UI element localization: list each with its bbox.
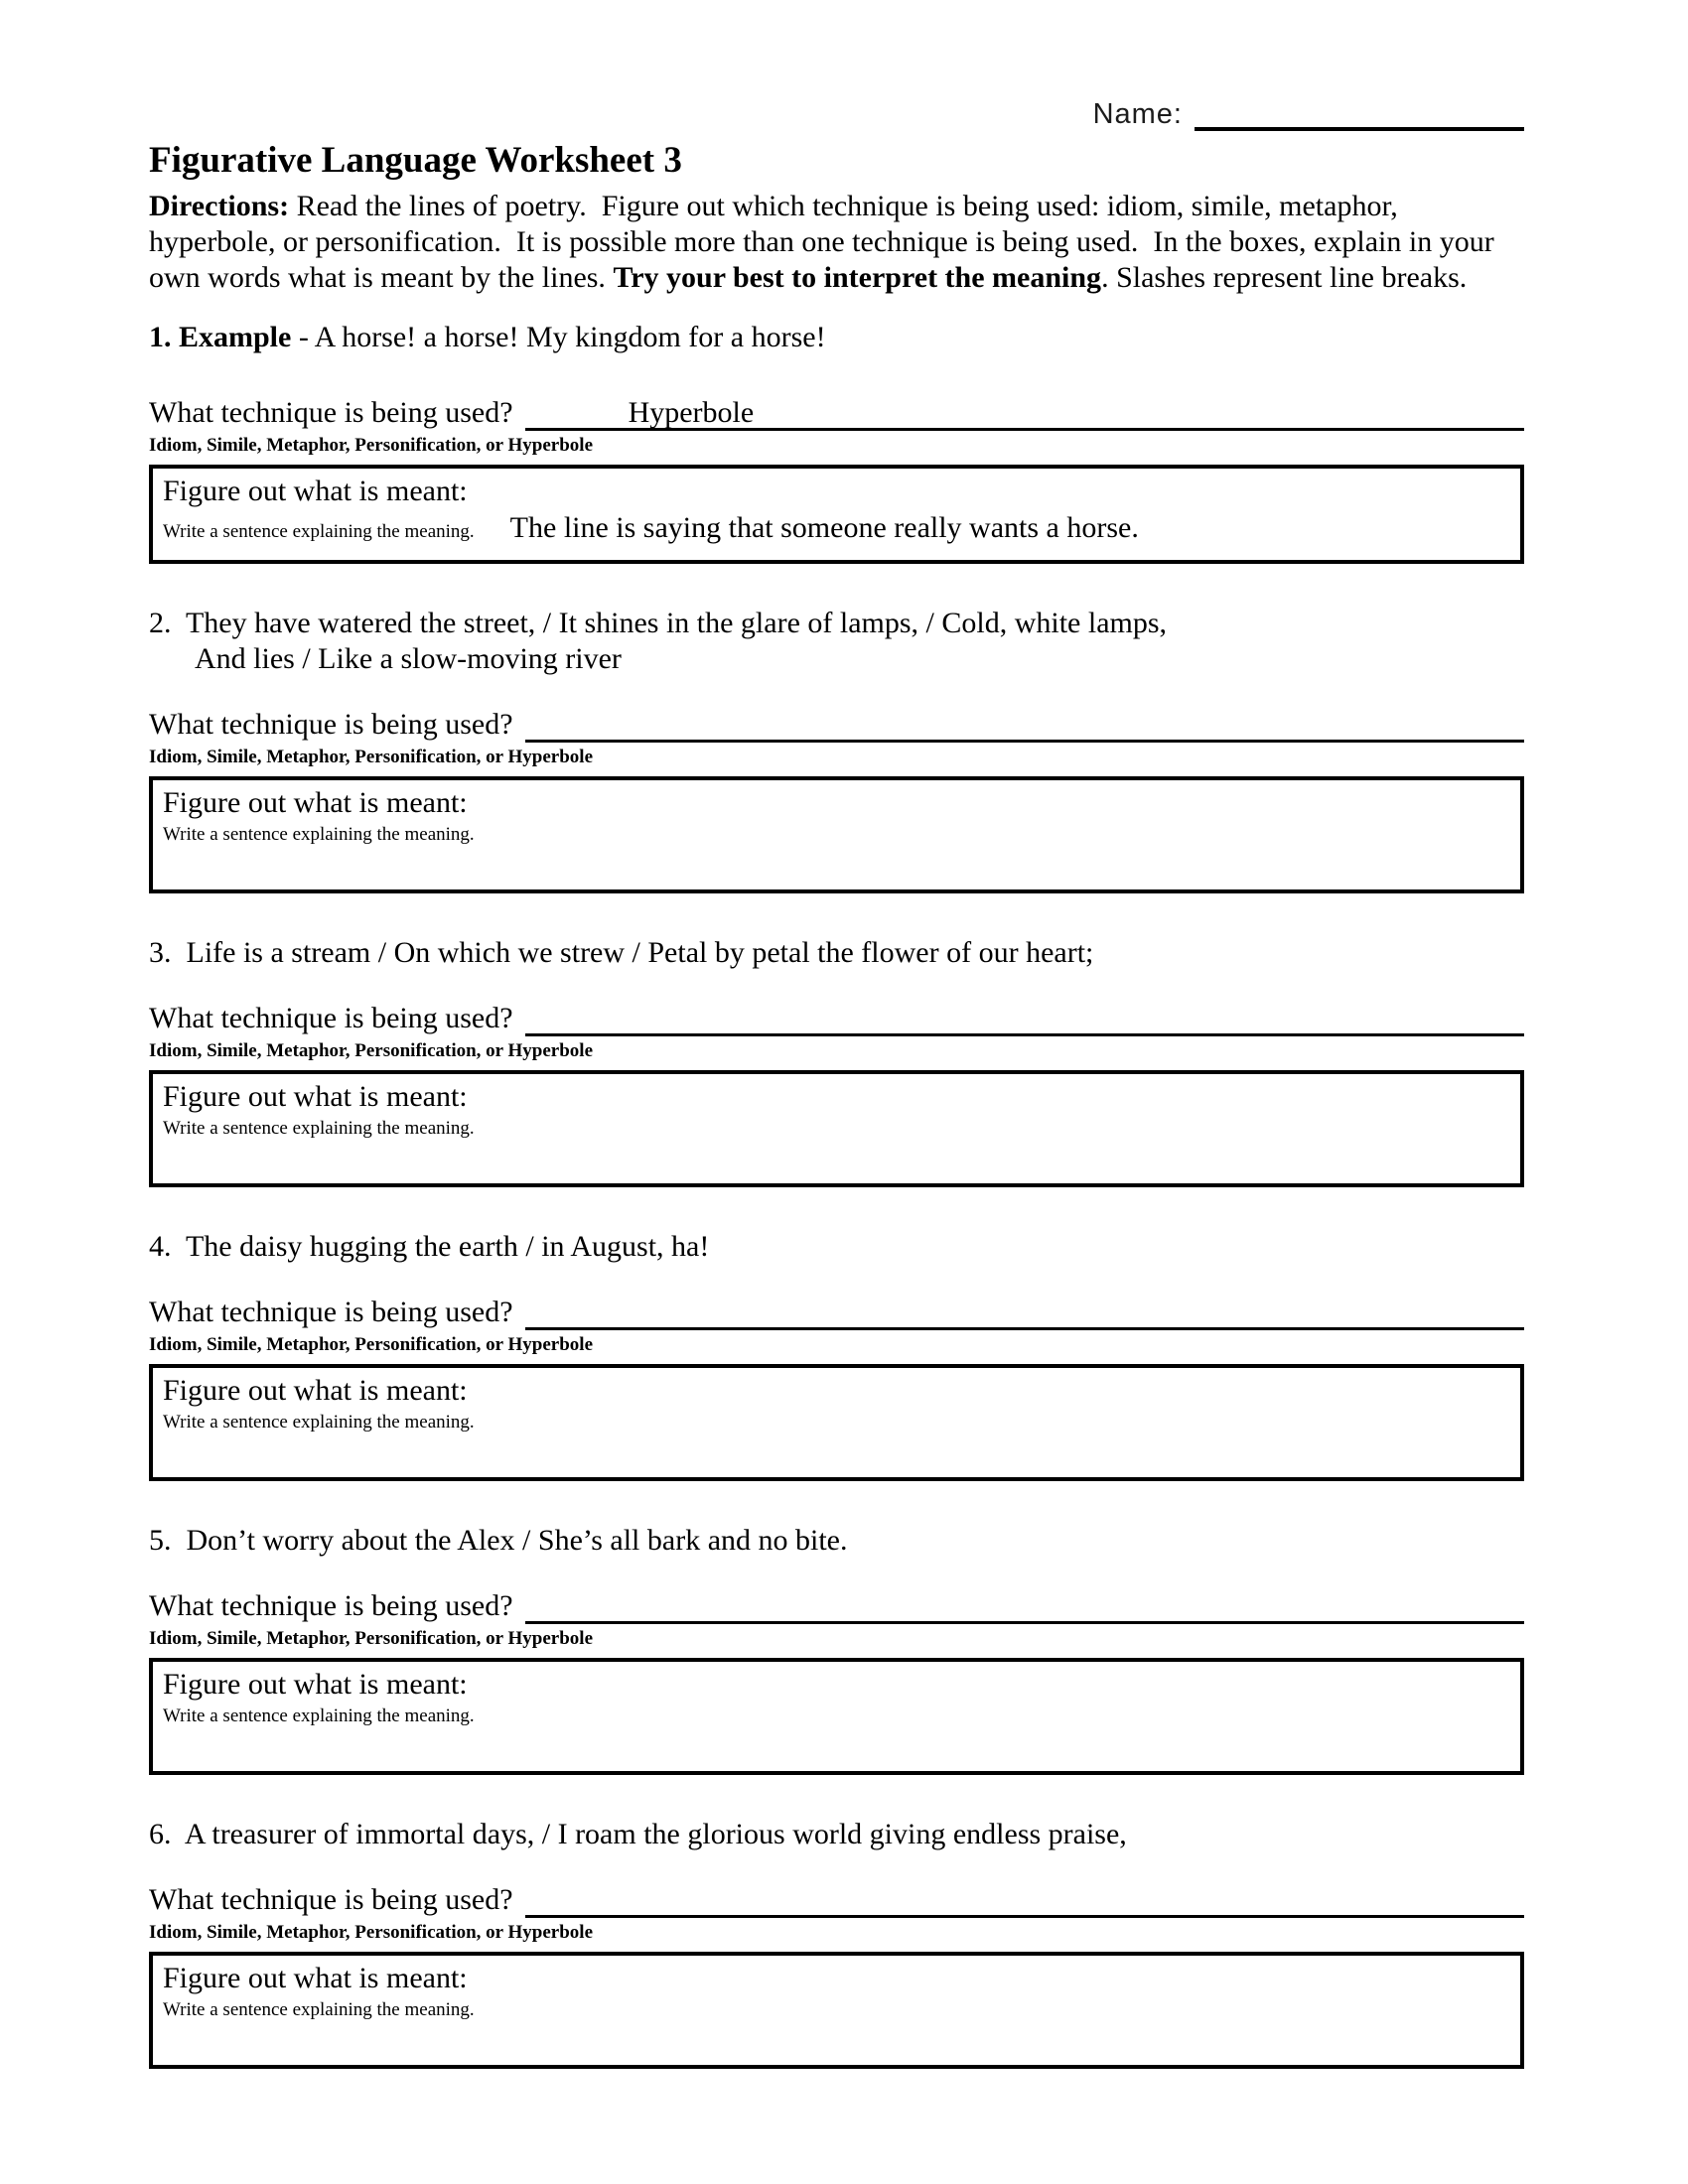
question-text-3: [149, 935, 1524, 971]
meaning-box-hint: Write a sentence explaining the meaning.: [163, 1999, 475, 2020]
technique-hint: Idiom, Simile, Metaphor, Personification, or Hyperbole: [149, 1334, 594, 1355]
technique-answer-blank-2[interactable]: [525, 707, 1524, 743]
directions-line-1: [149, 189, 1524, 224]
meaning-answer-1: The line is saying that someone really wants a horse.: [509, 511, 1139, 544]
question-text-2: [149, 606, 1524, 641]
meaning-box-3[interactable]: [149, 1070, 1524, 1187]
question-text-4: [149, 1229, 1524, 1265]
question-text-6: [149, 1817, 1524, 1852]
meaning-box-2[interactable]: [149, 776, 1524, 893]
question-block-6: [149, 1817, 1524, 2069]
directions-line-2: hyperbole, or personification. It is possible more than one technique is being used. In the boxes, explain in your: [149, 225, 1494, 258]
directions-text-3-bold: Try your best to interpret the meaning: [613, 261, 1102, 294]
technique-question-label: What technique is being used?: [149, 396, 513, 429]
technique-answer-blank-1[interactable]: [525, 395, 1524, 431]
meaning-box-label: Figure out what is meant:: [163, 1374, 468, 1407]
technique-row-6: [149, 1882, 1524, 1918]
meaning-box-4[interactable]: [149, 1364, 1524, 1481]
question-6-line1: 6. A treasurer of immortal days, / I roam the glorious world giving endless praise,: [149, 1818, 1127, 1850]
meaning-box-label: Figure out what is meant:: [163, 786, 468, 819]
technique-hint: Idiom, Simile, Metaphor, Personification, or Hyperbole: [149, 1628, 594, 1649]
meaning-box-hint: Write a sentence explaining the meaning.: [163, 1118, 475, 1139]
question-block-3: [149, 935, 1524, 1187]
meaning-box-hint: Write a sentence explaining the meaning.: [163, 824, 475, 845]
question-3-line1: 3. Life is a stream / On which we strew / Petal by petal the flower of our heart;: [149, 936, 1094, 969]
meaning-box-hint-row-2: [163, 823, 1510, 846]
question-5-line1: 5. Don’t worry about the Alex / She’s all bark and no bite.: [149, 1524, 848, 1557]
directions: [149, 189, 1524, 296]
directions-text-1: Read the lines of poetry. Figure out which technique is being used: idiom, simile, metaphor,: [289, 190, 1398, 222]
question-text-5: [149, 1523, 1524, 1559]
name-blank-line[interactable]: [1195, 101, 1524, 131]
technique-row-4: [149, 1295, 1524, 1330]
meaning-box-label: Figure out what is meant:: [163, 1668, 468, 1701]
directions-text-3b: . Slashes represent line breaks.: [1101, 261, 1468, 294]
technique-hint: Idiom, Simile, Metaphor, Personification, or Hyperbole: [149, 435, 594, 456]
technique-answer-blank-3[interactable]: [525, 1001, 1524, 1036]
meaning-box-hint-row-5: [163, 1705, 1510, 1727]
technique-hint: Idiom, Simile, Metaphor, Personification, or Hyperbole: [149, 1040, 594, 1061]
technique-question-label: What technique is being used?: [149, 1883, 513, 1916]
question-text-1: [149, 320, 1524, 355]
meaning-box-6[interactable]: [149, 1952, 1524, 2069]
question-block-2: [149, 606, 1524, 893]
meaning-box-label: Figure out what is meant:: [163, 1080, 468, 1113]
question-block-1: [149, 320, 1524, 564]
directions-label: Directions:: [149, 190, 290, 222]
question-4-line1: 4. The daisy hugging the earth / in August, ha!: [149, 1230, 710, 1263]
technique-row-2: [149, 707, 1524, 743]
technique-question-label: What technique is being used?: [149, 1296, 513, 1328]
directions-line-3: [149, 260, 1524, 296]
meaning-box-5[interactable]: [149, 1658, 1524, 1775]
meaning-box-1[interactable]: [149, 465, 1524, 564]
technique-answer-blank-4[interactable]: [525, 1295, 1524, 1330]
meaning-box-hint-row-4: [163, 1411, 1510, 1433]
page-title: Figurative Language Worksheet 3: [149, 140, 682, 181]
question-2-line2: And lies / Like a slow-moving river: [195, 642, 622, 675]
technique-row-1: [149, 395, 1524, 431]
question-2-line1: 2. They have watered the street, / It shines in the glare of lamps, / Cold, white lamps,: [149, 607, 1168, 639]
technique-hint: Idiom, Simile, Metaphor, Personification, or Hyperbole: [149, 1922, 594, 1943]
meaning-box-hint-row-6: [163, 1998, 1510, 2021]
name-label: Name:: [1092, 98, 1183, 130]
technique-row-5: [149, 1588, 1524, 1624]
technique-row-3: [149, 1001, 1524, 1036]
meaning-box-hint: Write a sentence explaining the meaning.: [163, 1706, 475, 1726]
directions-text-3a: own words what is meant by the lines.: [149, 261, 614, 294]
question-1-line1: - A horse! a horse! My kingdom for a horse!: [291, 321, 826, 353]
question-block-4: [149, 1229, 1524, 1481]
question-block-5: [149, 1523, 1524, 1775]
meaning-box-label: Figure out what is meant:: [163, 1962, 468, 1994]
name-row: [149, 95, 1524, 131]
meaning-box-hint: Write a sentence explaining the meaning.: [163, 1412, 475, 1433]
technique-question-label: What technique is being used?: [149, 1002, 513, 1034]
technique-answer-blank-5[interactable]: [525, 1588, 1524, 1624]
technique-hint: Idiom, Simile, Metaphor, Personification, or Hyperbole: [149, 747, 594, 767]
meaning-box-hint-row-1: [163, 511, 1510, 545]
question-1-lead: 1. Example: [149, 321, 292, 353]
meaning-box-hint-row-3: [163, 1117, 1510, 1140]
technique-question-label: What technique is being used?: [149, 1589, 513, 1622]
meaning-box-hint: Write a sentence explaining the meaning.: [163, 521, 475, 542]
technique-question-label: What technique is being used?: [149, 708, 513, 741]
technique-answer-blank-6[interactable]: [525, 1882, 1524, 1918]
technique-answer-1: Hyperbole: [628, 396, 755, 429]
meaning-box-label: Figure out what is meant:: [163, 475, 468, 507]
